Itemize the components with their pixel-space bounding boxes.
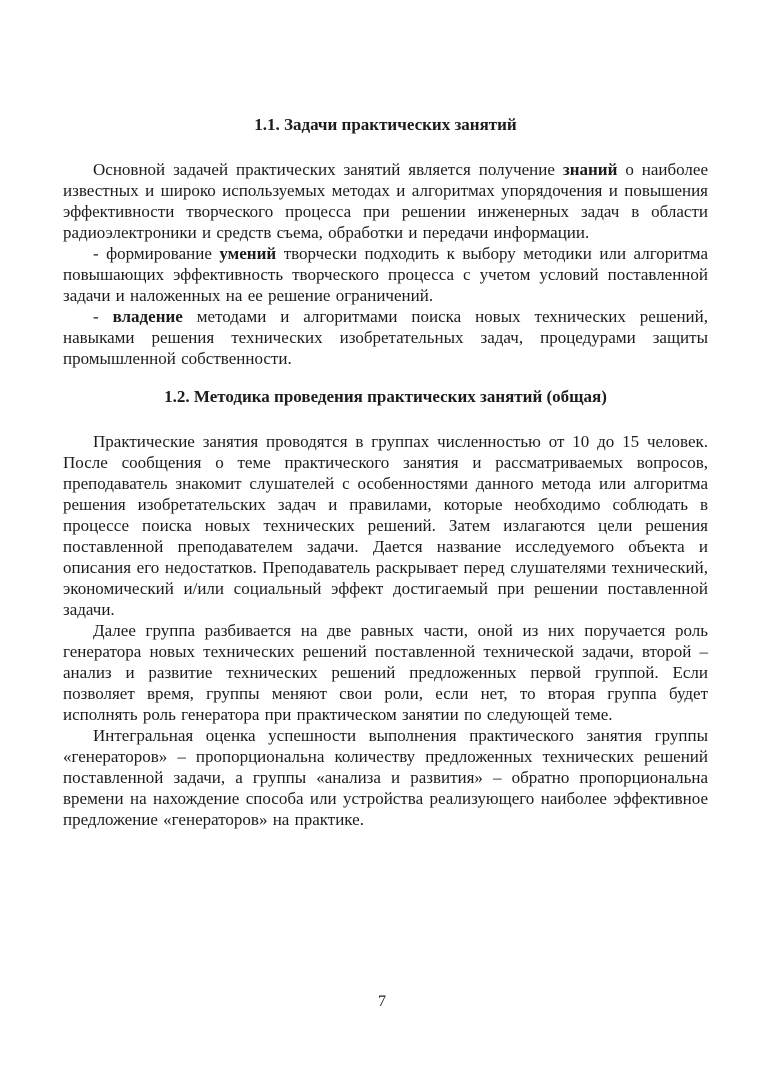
- text-run-bold: умений: [219, 244, 277, 263]
- text-run-bold: знаний: [562, 160, 618, 179]
- text-run: творчески подходить к выбору методики или алгоритма повышающих эффективность творческого процесса с учетом условий поставленной задачи и наложенных на ее решение ограничений.: [63, 244, 708, 305]
- page-number: 7: [378, 993, 386, 1010]
- section-1-2-heading: 1.2. Методика проведения практических занятий (общая): [164, 387, 607, 406]
- text-run: - формирование: [93, 244, 220, 263]
- text-run: -: [93, 307, 113, 326]
- paragraph-method-groups: [63, 431, 708, 620]
- text-run: о наиболее известных и широко используемых методах и алгоритмах упорядочения и повышения эффективности творческого процесса при решении инженерных задач в области радиоэлектроники и средств съема, обработки и передачи информации.: [63, 160, 708, 242]
- paragraph-integral-score: [63, 725, 708, 830]
- document-content: [63, 0, 708, 830]
- text-run: Основной задачей практических занятий является получение: [93, 160, 563, 179]
- text-run: Практические занятия проводятся в группах численностью от 10 до 15 человек. После сообщения о теме практического занятия и рассматриваемых вопросов, преподаватель знакомит слушателей с особенностями данного метода или алгоритма решения изобретательских задач и правилами, которые необходимо соблюдать в процессе поиска новых технических решений. Затем излагаются цели решения поставленной преподавателем задачи. Дается название исследуемого объекта и описания его недостатков. Преподаватель раскрывает перед слушателями технический, экономический и/или социальный эффект достигаемый при решении поставленной задачи.: [63, 432, 708, 619]
- paragraph-skills: [63, 243, 708, 306]
- paragraph-group-split: [63, 620, 708, 725]
- paragraph-mastery: [63, 306, 708, 369]
- text-run: Интегральная оценка успешности выполнения практического занятия группы «генераторов» – пропорциональна количеству предложенных технических решений поставленной задачи, а группы «анализа и развития» – обратно пропорциональна времени на нахождение способа или устройства реализующего наиболее эффективное предложение «генераторов» на практике.: [63, 726, 708, 829]
- text-run: методами и алгоритмами поиска новых технических решений, навыками решения технических изобретательных задач, процедурами защиты промышленной собственности.: [63, 307, 708, 368]
- section-1-1-heading: 1.1. Задачи практических занятий: [254, 115, 517, 134]
- text-run-bold: владение: [112, 307, 183, 326]
- text-run: Далее группа разбивается на две равных части, оной из них поручается роль генератора новых технических решений поставленной технической задачи, второй – анализ и развитие технических решений предложенных первой группой. Если позволяет время, группы меняют свои роли, если нет, то вторая группа будет исполнять роль генератора при практическом занятии по следующей теме.: [63, 621, 708, 724]
- paragraph-knowledge: [63, 159, 708, 243]
